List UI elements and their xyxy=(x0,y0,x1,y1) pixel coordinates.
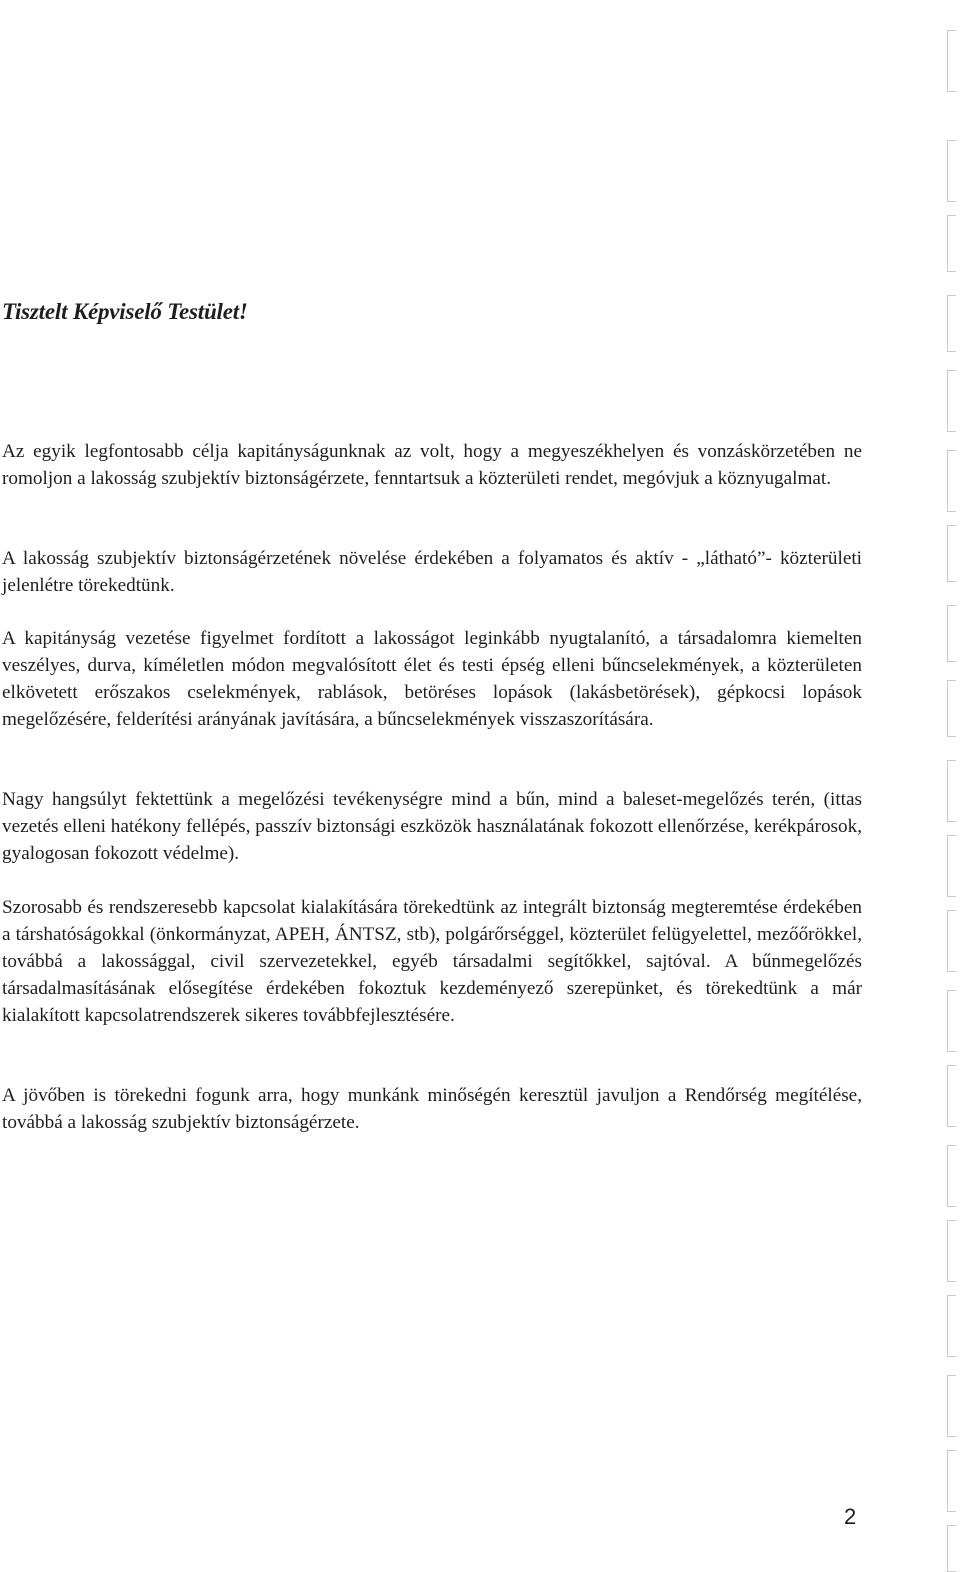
paragraph-future: A jövőben is törekedni fogunk arra, hogy munkánk minőségén keresztül javuljon a Rendőrség megítélése, továbbá a lakosság szubjektív biztonságérzete. xyxy=(2,1085,862,1133)
paragraph-accident-prevention: Nagy hangsúlyt fektettünk a megelőzési tevékenységre mind a bűn, mind a baleset-megelőzés terén, (ittas vezetés elleni hatékony fellépés, passzív biztonsági eszközök használatának fokozott ellenőrzése, kerékpárosok, gyalogosan fokozott védelme). xyxy=(2,789,862,864)
paragraph-crime-prevention: A kapitányság vezetése figyelmet fordított a lakosságot leginkább nyugtalanító, a társadalomra kiemelten veszélyes, durva, kíméletlen módon megvalósított élet és testi épség elleni bűncselekmények, a közterületen elkövetett erőszakos cselekmények, rablások, betöréses lopások (lakásbetörések), gépkocsi lopások megelőzésére, felderítési arányának javítására, a bűncselekmények visszaszorítására. xyxy=(2,628,862,730)
binder-edge-marks xyxy=(930,0,960,1572)
paragraph-goals: Az egyik legfontosabb célja kapitányságunknak az volt, hogy a megyeszékhelyen és vonzáskörzetében ne romoljon a lakosság szubjektív biztonságérzete, fenntartsuk a közterületi rendet, megóvjuk a köznyugalmat. xyxy=(2,441,862,489)
paragraph-presence: A lakosság szubjektív biztonságérzetének növelése érdekében a folyamatos és aktív - „látható”- közterületi jelenlétre törekedtünk. xyxy=(2,548,862,596)
paragraph-cooperation: Szorosabb és rendszeresebb kapcsolat kialakítására törekedtünk az integrált biztonság megteremtése érdekében a társhatóságokkal (önkormányzat, APEH, ÁNTSZ, stb), polgárőrséggel, közterület felügyelettel, mezőőrökkel, továbbá a lakossággal, civil szervezetekkel, egyéb társadalmi segítőkkel, sajtóval. A bűnmegelőzés társadalmasításának elősegítése érdekében fokoztuk kezdeményező szerepünket, és törekedtünk a már kialakított kapcsolatrendszerek sikeres továbbfejlesztésére. xyxy=(2,897,862,1026)
page-number: 2 xyxy=(844,1504,857,1529)
greeting-heading: Tisztelt Képviselő Testület! xyxy=(2,299,248,324)
